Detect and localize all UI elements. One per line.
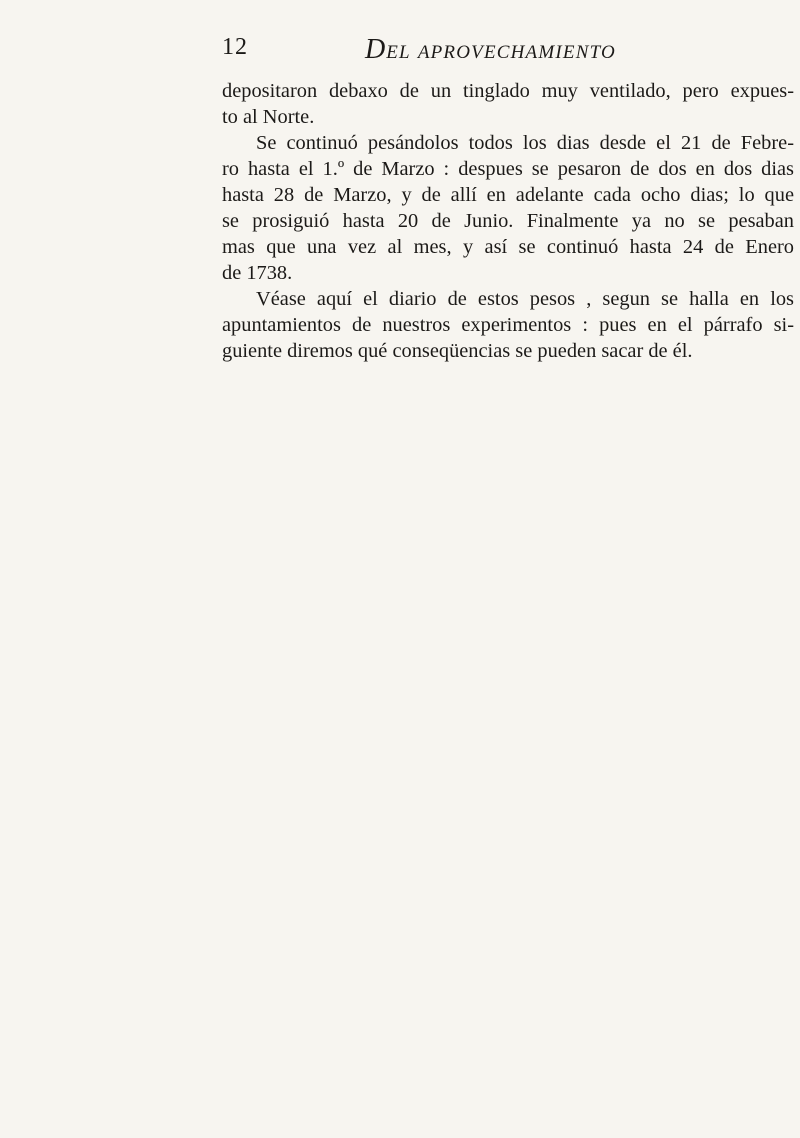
text-line: apuntamientos de nuestros experimentos : pues en el párrafo si-: [222, 314, 794, 336]
text-line: guiente diremos qué conseqüencias se pueden sacar de él.: [222, 340, 693, 362]
text-line: hasta 28 de Marzo, y de allí en adelante cada ocho dias; lo que: [222, 184, 794, 206]
text-line: ro hasta el 1.º de Marzo : despues se pesaron de dos en dos dias: [222, 158, 794, 180]
running-head-initial: D: [365, 34, 387, 65]
text-line: Véase aquí el diario de estos pesos , segun se halla en los: [256, 288, 794, 310]
text-line: de 1738.: [222, 262, 293, 284]
text-line: mas que una vez al mes, y así se continuó hasta 24 de Enero: [222, 236, 794, 258]
page-number: 12: [222, 34, 248, 60]
page-header: [222, 34, 798, 68]
text-line: Se continuó pesándolos todos los dias desde el 21 de Febre-: [256, 132, 794, 154]
body-text: [222, 78, 794, 364]
running-head-title: APROVECHAMIENTO: [417, 42, 616, 63]
text-line: depositaron debaxo de un tinglado muy ventilado, pero expues-: [222, 80, 794, 102]
text-line: se prosiguió hasta 20 de Junio. Finalmente ya no se pesaban: [222, 210, 794, 232]
text-line: to al Norte.: [222, 106, 315, 128]
running-head-word: EL: [386, 42, 411, 63]
running-head: [365, 34, 616, 66]
